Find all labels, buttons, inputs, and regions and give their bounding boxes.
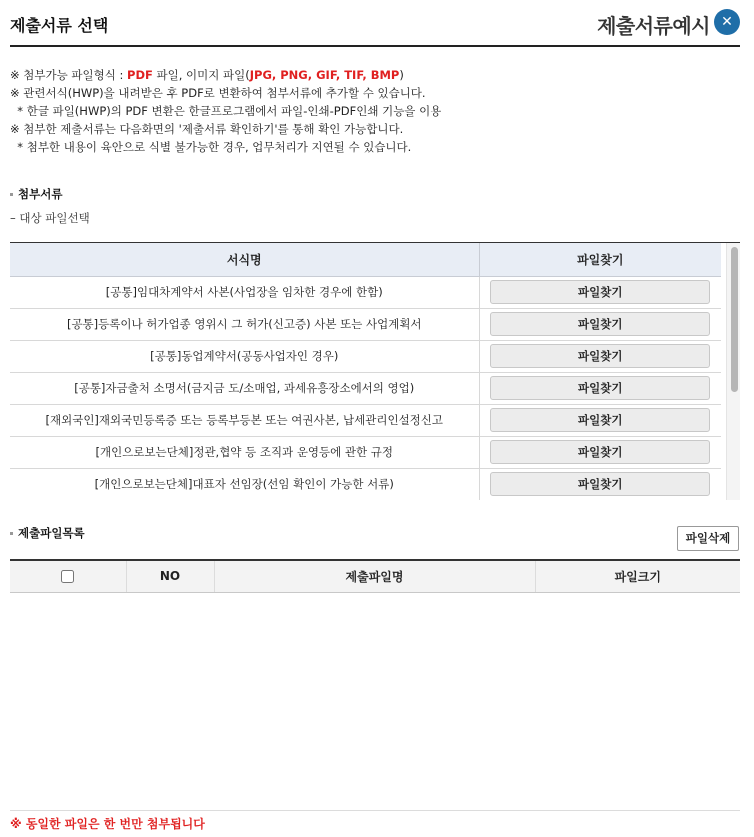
doc-name-cell: [공통]자금출처 소명서(금지금 도/소매업, 과세유흥장소에서의 영업) (10, 372, 479, 404)
attach-section-title: 첨부서류 (10, 186, 62, 202)
target-file-select-label: – 대상 파일선택 (10, 211, 90, 225)
example-link[interactable]: 제출서류예시 (597, 14, 710, 38)
file-find-cell (479, 308, 721, 340)
file-find-button[interactable]: 파일찾기 (490, 312, 710, 336)
filesize-header: 파일크기 (535, 560, 740, 592)
doc-name-cell: [개인으로보는단체]정관,협약 등 조직과 운영등에 관한 규정 (10, 436, 479, 468)
file-find-header: 파일찾기 (479, 243, 721, 276)
select-all-cell (10, 560, 126, 592)
notice-text: 파일, 이미지 파일( (152, 68, 250, 82)
notice-text: * 첨부한 내용이 육안으로 식별 불가능한 경우, 업무처리가 지연될 수 있습니다. (10, 140, 412, 154)
close-button[interactable] (714, 9, 740, 35)
file-find-button[interactable]: 파일찾기 (490, 440, 710, 464)
page-title: 제출서류 선택 (10, 16, 109, 35)
notice-line (10, 102, 441, 120)
doc-name-cell: [공통]등록이나 허가업종 영위시 그 허가(신고증) 사본 또는 사업계획서 (10, 308, 479, 340)
file-find-button[interactable]: 파일찾기 (490, 408, 710, 432)
notice-line (10, 84, 441, 102)
file-find-cell (479, 340, 721, 372)
select-all-checkbox[interactable] (61, 570, 74, 583)
notice-highlight: JPG, PNG, GIF, TIF, BMP (249, 68, 400, 82)
doc-table-row (10, 372, 721, 404)
close-icon: ✕ (721, 14, 733, 30)
file-find-cell (479, 404, 721, 436)
notice-text: * 한글 파일(HWP)의 PDF 변환은 한글프로그램에서 파일-인쇄-PDF인쇄 기능을 이용 (10, 104, 442, 118)
delete-file-button[interactable]: 파일삭제 (677, 526, 739, 551)
notice-list (10, 66, 441, 156)
file-find-cell (479, 468, 721, 500)
submit-file-table (10, 559, 740, 593)
bullet-icon (10, 532, 13, 535)
doc-table-scrollbar[interactable] (726, 243, 740, 500)
doc-name-header: 서식명 (10, 243, 479, 276)
file-find-button[interactable]: 파일찾기 (490, 280, 710, 304)
duplicate-file-notice: ※ 동일한 파일은 한 번만 첨부됩니다 (10, 817, 205, 831)
doc-name-cell: [공통]동업계약서(공동사업자인 경우) (10, 340, 479, 372)
doc-name-cell: [개인으로보는단체]대표자 선임장(선임 확인이 가능한 서류) (10, 468, 479, 500)
submit-filename-header: 제출파일명 (214, 560, 535, 592)
submit-section-title: 제출파일목록 (10, 525, 85, 541)
doc-name-cell: [재외국인]재외국민등록증 또는 등록부등본 또는 여권사본, 납세관리인설정신고 (10, 404, 479, 436)
submit-table-header-row (10, 560, 740, 592)
file-find-button[interactable]: 파일찾기 (490, 472, 710, 496)
footer-divider (10, 810, 740, 811)
file-find-cell (479, 276, 721, 308)
no-header: NO (126, 560, 214, 592)
doc-table-header-row (10, 243, 721, 276)
doc-table (10, 243, 721, 500)
notice-text: ※ 첨부한 제출서류는 다음화면의 '제출서류 확인하기'를 통해 확인 가능합니다. (10, 122, 404, 136)
popup-header (10, 0, 740, 47)
file-find-cell (479, 372, 721, 404)
notice-text: ) (399, 68, 404, 82)
doc-table-row (10, 340, 721, 372)
file-find-cell (479, 436, 721, 468)
doc-table-container (10, 242, 740, 500)
notice-text: ※ 첨부가능 파일형식 : (10, 68, 128, 82)
doc-table-row (10, 468, 721, 500)
doc-table-row (10, 276, 721, 308)
scrollbar-thumb[interactable] (731, 247, 738, 392)
file-find-button[interactable]: 파일찾기 (490, 344, 710, 368)
notice-line (10, 120, 441, 138)
doc-table-row (10, 308, 721, 340)
doc-table-row (10, 436, 721, 468)
notice-line (10, 66, 441, 84)
doc-name-cell: [공통]임대차계약서 사본(사업장을 임차한 경우에 한함) (10, 276, 479, 308)
notice-line (10, 138, 441, 156)
notice-text: ※ 관련서식(HWP)을 내려받은 후 PDF로 변환하여 첨부서류에 추가할 수 있습니다. (10, 86, 426, 100)
bullet-icon (10, 193, 13, 196)
notice-highlight: PDF (127, 68, 153, 82)
file-find-button[interactable]: 파일찾기 (490, 376, 710, 400)
doc-table-row (10, 404, 721, 436)
